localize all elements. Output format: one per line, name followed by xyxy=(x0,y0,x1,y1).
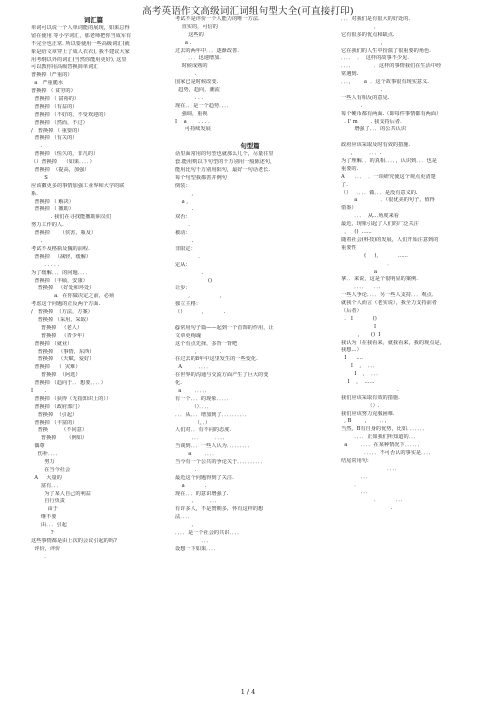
text-line: a ．（很优美的句子，值得 xyxy=(341,197,435,204)
text-line: 设想一下如果．．．． xyxy=(175,545,220,552)
text-line: 直实的，可信的 xyxy=(175,23,218,30)
text-line: 趋势，趋向，潮流 xyxy=(175,87,220,94)
text-line: 这些事情都是由上次的会议引起的吗? xyxy=(31,537,117,544)
text-line: ．．．．是一个社会的共识．．．． xyxy=(175,530,243,536)
text-line: ．．．从．．．增加到了．．．．．．．．．． xyxy=(175,411,251,418)
text-line: 普换掉 （事情，东西） xyxy=(31,348,95,355)
text-line: 现在．．．的意识增强了. xyxy=(175,490,229,497)
text-line: , xyxy=(175,190,194,197)
text-line: 应该徽更多的事情加强工业界和大学的联 xyxy=(31,182,125,189)
text-line: 普换掉 （引起） xyxy=(31,411,78,418)
text-line xyxy=(341,134,466,142)
text-line: 考虑这个问题的正反两个方面. xyxy=(31,301,101,308)
text-line: I .... xyxy=(341,355,363,362)
text-line: 普换掉（严重的） xyxy=(31,72,73,79)
text-line: 普换掉 （减轻，缓解） xyxy=(31,253,92,260)
text-line xyxy=(175,134,325,142)
text-line: . xyxy=(175,222,190,229)
text-line: 就我个人而言（老实说），我全力支持前者 xyxy=(341,300,437,307)
section-heading: 词汇篇 xyxy=(83,16,104,24)
text-line: I , ．．． xyxy=(341,371,382,378)
text-line: 人们对．．有不同的态度. xyxy=(175,427,232,434)
text-line: 普换掉 （青少年） xyxy=(31,332,88,339)
text-line: 当然，B有自身的优势，比如．．．．．．． xyxy=(341,426,428,433)
text-line: . xyxy=(31,143,43,150)
text-line: 了. xyxy=(341,181,348,188)
text-line: 独立主格： xyxy=(175,301,201,308)
text-line: ．．． xyxy=(341,473,372,480)
text-line: . . . . . xyxy=(31,261,60,268)
text-line: ．．．． ．．． xyxy=(341,284,385,291)
text-line: 考试不是评价一个人能力的唯一方法. xyxy=(175,16,260,22)
text-line: () xyxy=(175,277,213,284)
text-line: 留在使用 等小学词汇，那老师把你当成军有 xyxy=(31,32,132,39)
text-line: 非限定： xyxy=(175,245,196,252)
text-line: 随着社会(科技)的发展，人们开始注意到的 xyxy=(341,236,439,243)
text-line: ， () I xyxy=(341,331,381,338)
text-line: 最近，现象引起了人们的广泛关注 xyxy=(341,221,419,228)
text-line: 单词可以说一个人单词能的展现，如果总得 xyxy=(31,25,130,31)
text-line: 普换掉 （有关的） xyxy=(31,135,78,142)
text-line: ．．．对我们是有很大的好处的. xyxy=(341,16,411,22)
text-line: . xyxy=(175,269,204,276)
text-line: a . xyxy=(175,482,207,489)
text-line: 这个有点先择，多背一背吧 xyxy=(175,340,238,347)
text-line: 我们应该采取有效的措施. xyxy=(341,394,400,401)
text-line: / 普换掉 （ 重要的） xyxy=(31,127,83,134)
text-line: 有一个．．．的现象．．．．． xyxy=(175,395,233,402)
text-line: I , ．．． xyxy=(341,363,379,370)
text-line: 它在我们的人生中扮演了很重要的角色. xyxy=(341,47,431,54)
text-line: 象是给文章穿上了成人衣衣), 我不建议大家 xyxy=(31,48,130,55)
text-line: 普换掉 （获得（无指知识上的）） xyxy=(31,395,112,402)
text-line: I xyxy=(341,323,377,330)
text-line: 普换掉 （有益的） xyxy=(31,103,78,110)
text-line: 政府应该采取及时有效的措施. xyxy=(341,142,411,149)
text-line: 为了缓解．．．的问题．．．． xyxy=(31,269,91,276)
text-line: 一些人有相反的意见. xyxy=(341,94,390,101)
text-line: a．在你做决定之前，必须 xyxy=(31,293,115,300)
text-line: 普换掉 （不好的，不受欢迎的） xyxy=(31,111,109,118)
text-line: A 大量的 xyxy=(31,474,62,481)
text-line: 增强了．．．的公共认识 xyxy=(341,126,407,133)
text-line: 普换掉 （丰硕，安康） xyxy=(31,277,88,284)
text-line: ．．． ．．．． xyxy=(175,435,228,442)
text-line: . . . xyxy=(175,94,204,101)
text-line: 普换掉 （ 贫穷的） xyxy=(31,88,76,95)
text-line: 偶尊 xyxy=(31,443,45,450)
text-line: 普换掉 （然而，不过） xyxy=(31,119,88,126)
text-line: ， () ...... xyxy=(341,229,372,236)
text-line: 普换掉 （侯害，瓶及） xyxy=(31,230,97,237)
text-line: 为了某人自己的利益 xyxy=(31,490,91,497)
text-line: ? xyxy=(31,530,54,536)
text-line: 让步： xyxy=(175,285,191,292)
text-line: 自行负责 xyxy=(31,498,65,505)
text-line: ( )， ...... xyxy=(341,252,408,259)
text-line: 在世界的沟通与交流方面产生了巨大的变 xyxy=(175,372,269,379)
page-number: 1 / 4 xyxy=(240,688,256,696)
text-line: 能用比句千万别用阳句，最好一句话老长. xyxy=(175,167,271,174)
text-line: 强调，重视 xyxy=(175,110,208,117)
text-line xyxy=(341,513,466,521)
text-line: . xyxy=(175,238,194,245)
column-sentences xyxy=(175,16,325,554)
text-line: . xyxy=(31,553,46,560)
text-line: 普换掉 （就业） xyxy=(31,340,73,347)
text-line: / 普换掉 （方法，方案） xyxy=(31,309,93,316)
text-line: 普换掉 （采用，采取） xyxy=(31,316,92,323)
text-line: （） ．．．．做．．．是没有意义的. xyxy=(341,189,418,196)
text-line: ．．．． ． 这样的故事不少见. xyxy=(341,55,409,62)
section-heading: 句型篇 xyxy=(240,142,260,151)
text-line: 每个硬币都有两面.（即每件事情都有两面） xyxy=(341,110,442,117)
text-line: 当今有一个公共的争论关于．．．．．．．．．． xyxy=(175,458,266,465)
text-line: A ．．． ．一项研究使这个观点更清楚 xyxy=(341,173,436,180)
text-line: . xyxy=(341,505,393,512)
text-line: I a . . . . xyxy=(175,118,210,125)
text-line: 定从： xyxy=(175,261,191,268)
text-line: , . xyxy=(175,348,222,355)
text-line: 普换掉 （天赋，爱好） xyxy=(31,356,95,363)
text-line: 伤补．．．． xyxy=(31,451,61,458)
text-line: 化. xyxy=(175,380,182,387)
text-line: 拿．．来说，这是个很明显的案例. xyxy=(341,276,418,283)
text-line: ．．．迅速增加. xyxy=(175,55,221,62)
text-line: . xyxy=(31,238,43,245)
text-line: （） ， . xyxy=(175,309,226,316)
text-line: 我们应该努力克服困难. xyxy=(341,410,395,417)
text-line: S xyxy=(31,174,48,181)
text-line: 当谈到．．．一些人认为．．．．．．．．． xyxy=(175,443,253,450)
text-line: . xyxy=(175,71,197,78)
column-common-phrases xyxy=(341,16,466,521)
text-line: ．．．． xyxy=(341,465,401,472)
text-line: a ．．．．． xyxy=(175,387,211,394)
text-line: 一些人争论．．．．另一些人支持．．．观点． xyxy=(341,292,437,299)
text-line: 在当今社会 xyxy=(31,466,71,473)
text-line: 不完全也正常. 所以要使用一些高级词汇(就 xyxy=(31,40,130,47)
text-line: 借鉴） xyxy=(341,205,357,212)
text-line: 每个句型我都善并例句 xyxy=(175,174,227,181)
text-line: a xyxy=(341,268,378,275)
text-line: ．．．， a ．这个故事很有现实意义. xyxy=(341,79,429,86)
text-line: 倒装： xyxy=(175,182,191,189)
text-line: （）．．．． xyxy=(175,403,213,410)
text-line: 重要的. xyxy=(341,165,359,172)
text-line: a ．．．．在某种情况下．．．．．． xyxy=(341,442,423,449)
text-line: 最近这个问题得到了关注. xyxy=(175,474,234,481)
text-line: 普换掉 （ 撤助） xyxy=(31,206,74,213)
text-line: @常用句子篇——起到一个首饰的作用，让 xyxy=(175,324,274,331)
text-line: 时候成熟的 xyxy=(175,63,208,70)
text-line: ．．．． ．这样的事情我们在生活中经 xyxy=(341,63,442,70)
text-line: 被动： xyxy=(175,230,191,237)
text-line: I , ...... xyxy=(341,378,375,385)
text-line: a . xyxy=(175,39,192,46)
text-line: 双否： xyxy=(175,214,191,221)
text-line: （）普换掉 （如果．．．．） xyxy=(31,159,95,166)
text-line: 重要性 xyxy=(341,244,357,251)
text-line: 有许多人，不是赞朝多，怀有这样的想 xyxy=(175,506,264,513)
text-line: . xyxy=(175,253,200,260)
text-line: 普换掉 （ 富裕的） xyxy=(31,96,80,103)
text-line: 普换掉 （提高，加强） xyxy=(31,167,90,174)
text-line: 可以教你用高级替换简单词汇 xyxy=(31,64,99,71)
text-line: a 严重脆水 xyxy=(31,80,64,87)
text-line: （后者） xyxy=(341,307,362,314)
text-line: . xyxy=(341,386,399,393)
text-line: . xyxy=(341,87,383,94)
text-line: ．．． xyxy=(175,537,212,544)
text-line: 普换掉 （老人） xyxy=(31,324,83,331)
text-line: 由．．．引起 xyxy=(31,522,67,529)
text-line: 普换掉 （ 灾难） xyxy=(31,364,81,371)
text-line: 可持续发展 xyxy=(175,126,211,133)
text-line: . xyxy=(175,466,197,473)
text-line: 普换掉 （恒久的，非凡的） xyxy=(31,151,99,158)
text-line: , xyxy=(341,23,376,30)
text-line: 由于 xyxy=(31,506,58,513)
column-vocabulary xyxy=(31,16,156,562)
document-title: 高考英语作文高级词汇词组句型大全(可直接打印) xyxy=(142,6,354,17)
text-line: 在过去的8年中这里发生的一些变化. xyxy=(175,356,258,363)
text-line: 它有很多的优点和缺点. xyxy=(341,31,395,38)
text-line: 话里面常用的句型也就那么几个，尽量往里 xyxy=(175,151,274,158)
text-line: , ．．． xyxy=(175,498,220,505)
text-line: ．．．．正如我们所知道的．．． xyxy=(341,434,420,441)
text-line: 法．．．． xyxy=(175,514,194,521)
text-line: 考试不及格瓶及魏的前程. xyxy=(31,245,90,252)
text-line: . xyxy=(175,206,194,213)
text-line: 为了理解．．的真相．．．．，认识到．．．也是 xyxy=(341,158,437,165)
text-line: 富有．．． xyxy=(31,482,62,489)
text-line: A ．．．． xyxy=(175,364,212,371)
text-line: 普换掉 （好处和坏处） xyxy=(31,285,95,292)
text-line: ．．． 从…角度来看 xyxy=(341,213,399,220)
text-line: , , xyxy=(175,293,222,300)
text-line: ， ．．．. xyxy=(341,150,382,157)
text-line: 普换掉 （政府部门） xyxy=(31,403,83,410)
text-line: 套.能用则以下句型的千万别用一般陈述句， xyxy=(175,159,276,166)
text-line: . I' m . 我支持后者. xyxy=(341,118,402,125)
text-line: 文章更绚魂 xyxy=(175,332,201,339)
text-line: 普换 （不同意） xyxy=(31,427,88,434)
text-line: . 我们在寻找能撤助职员们 xyxy=(31,214,112,221)
text-line: ． xyxy=(341,481,360,488)
text-line: I . xyxy=(31,387,47,394)
text-line: 普换掉 （趋向于．．想要．．．．） xyxy=(31,380,106,387)
text-line: 国家已是时候改变. xyxy=(175,79,219,86)
text-line: 普换掉 （丰富的） xyxy=(31,419,78,426)
text-line: . I () xyxy=(341,315,377,322)
text-line: 用考纲以外的词汇(当然你能用更好), 这里 xyxy=(31,56,127,63)
text-line: 普换掉 （ 解决） xyxy=(31,198,74,205)
text-line: ． xyxy=(341,260,393,267)
text-line: 常遇到. xyxy=(341,71,359,78)
text-line: 我想…） xyxy=(341,347,362,354)
text-line: 结尾常用句: xyxy=(341,457,369,464)
text-line: （）. xyxy=(341,402,380,409)
text-line: 我认为（在我看来，就我看来，我的观点是， xyxy=(341,339,445,346)
text-line: 过去的两年中．．．逐渐改善. xyxy=(175,47,239,54)
text-line: 评价，评价 xyxy=(31,545,61,552)
text-line: 普换掉 （阿选） xyxy=(31,372,81,379)
text-line: , xyxy=(175,522,194,529)
text-line: 这些的 xyxy=(175,31,204,38)
text-line: 现在．．是一个趋势．．．． xyxy=(175,102,233,109)
text-line xyxy=(175,317,325,325)
text-line: 系. xyxy=(31,190,38,197)
text-line: 努力 xyxy=(31,458,55,465)
text-line: （，．） xyxy=(175,419,211,426)
text-line: , B , ．．， xyxy=(341,418,390,425)
text-line: 继不要 xyxy=(31,514,57,521)
text-line: ． ．．． xyxy=(341,497,407,504)
text-line: ．．．．．不可否认的事实是．．．． xyxy=(341,449,435,456)
text-line: a , xyxy=(175,198,188,205)
text-line: a ．．．． xyxy=(175,451,218,458)
text-line: 努力工作的人. xyxy=(31,222,64,229)
text-line: , xyxy=(341,39,383,46)
text-line: 普换掉 （例如） xyxy=(31,435,88,442)
text-line: . xyxy=(341,102,363,109)
text-line: ．．． xyxy=(341,489,372,496)
